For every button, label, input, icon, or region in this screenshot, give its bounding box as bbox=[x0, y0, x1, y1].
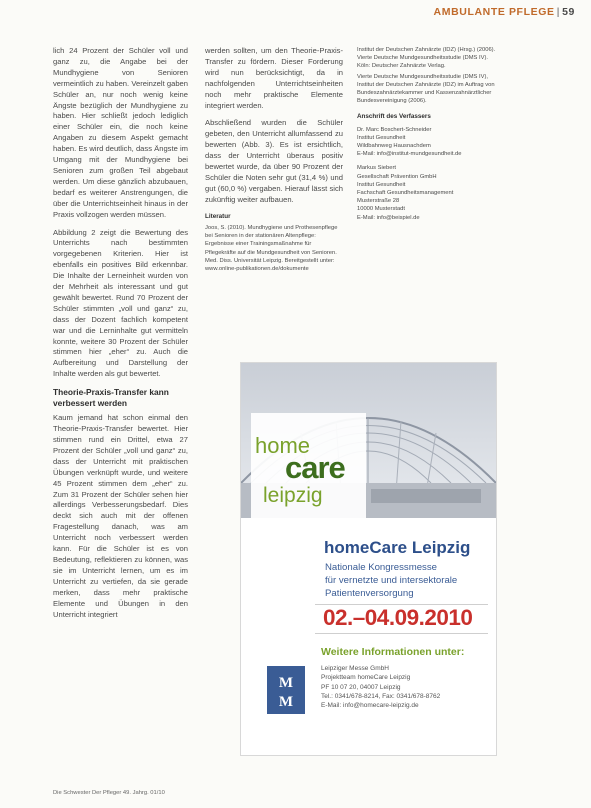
address-line: E-Mail: info@beispiel.de bbox=[357, 214, 420, 221]
homecare-advertisement bbox=[240, 362, 497, 756]
body-paragraph: Abschließend wurden die Schüler gebeten, den Unterricht allumfassend zu bewerten (Abb. 3). Es ist ersichtlich, dass der Unterricht überaus positiv bewertet wurde, da über 90 Prozent der Schüler die Noten sehr gut (31,4 %) und gut (60,0 %) vergaben. Hierauf lässt sich zukünftig weiter aufbauen. bbox=[205, 118, 343, 204]
address-heading: Anschrift des Verfassers bbox=[357, 113, 431, 121]
author-address-2 bbox=[357, 164, 497, 221]
body-paragraph: Kaum jemand hat schon einmal den Theorie-Praxis-Transfer bewertet. Hier stimmen rund ein Drittel, etwa 27 Prozent der Schüler „voll und ganz“ zu, dass der Unterricht mit praktischen Übungen verknüpft wurde, und weitere 45 Prozent stimmen dem „eher“ zu. Zum 31 Prozent der Schüler sehen hier allerdings Verbesserungsbedarf. Dies deckt sich auch mit der offenen Fragestellung danach, was am Unterricht noch verbessert werden kann. Für die Schüler ist es von Bedeutung, reflektieren zu können, was sie im Unterricht lernen, um es im Unterricht zu vertiefen, da sie gerade merken, dass mehr praktische Elemente und Übungen in den Unterricht integriert bbox=[53, 413, 188, 619]
body-paragraph: werden sollten, um den Theorie-Praxis-Transfer zu fördern. Dieser Forderung wird nun berücksichtigt, da in nachfolgenden Unterrichtseinheiten noch mehr praktische Elemente integriert werden. bbox=[205, 46, 343, 110]
leipzig-fair-mm-icon bbox=[267, 666, 305, 714]
literature-box bbox=[205, 213, 343, 273]
more-info-heading: Weitere Informationen unter: bbox=[321, 646, 465, 658]
reference-item: Vierte Deutsche Mundgesundheitsstudie (DMS IV), Institut der Deutschen Zahnärzte (IDZ) im Auftrag von Bundeszahnärztekammer und Kassenzahnärztlicher Bundesvereinigung (2006). bbox=[357, 73, 495, 105]
address-line: Wildbahnweg Hausnachdem bbox=[357, 143, 431, 150]
subtitle-line: Patientenversorgung bbox=[325, 588, 414, 599]
event-subtitle bbox=[325, 561, 457, 600]
address-line: Markus Siebert bbox=[357, 165, 396, 172]
section-subheading: Theorie-Praxis-Transfer kann verbessert werden bbox=[53, 387, 169, 409]
divider bbox=[315, 633, 488, 634]
event-title: homeCare Leipzig bbox=[324, 538, 471, 557]
address-line: 10000 Musterstadt bbox=[357, 206, 406, 213]
logo-leipzig-text: leipzig bbox=[263, 484, 323, 507]
body-paragraph: lich 24 Prozent der Schüler voll und ganz zu, die Angabe bei der Mundhygiene von Senioren vermeintlich zu haben. Vereinzelt gaben Schüler an, nur noch wenig keine Ängste bezüglich der Mundhygiene zu haben. Hier schließt jedoch lediglich einer Schüler ein, die noch keine Angaben zu diesem Aspekt gemacht haben. Es wird deutlich, dass Ängste im Umgang mit der Mundhygiene bei Senioren zum großen Teil abgebaut werden. Um diese gänzlich abzubauen, bedarf es weiterer Anstrengungen, die über die Unterrichtseinheit hinaus in der Praxis vollzogen werden müssen. bbox=[53, 46, 188, 219]
page-footer: Die Schwester Der Pfleger 49. Jahrg. 01/10 bbox=[53, 790, 165, 796]
address-line: Fachschaft Gesundheitsmanagement bbox=[357, 190, 454, 197]
contact-line: E-Mail: info@homecare-leipzig.de bbox=[321, 702, 419, 710]
address-line: E-Mail: info@institut-mundgesundheit.de bbox=[357, 151, 462, 158]
article-column-1 bbox=[53, 46, 188, 627]
literature-heading: Literatur bbox=[205, 212, 231, 220]
contact-block bbox=[321, 664, 440, 710]
address-line: Institut Gesundheit bbox=[357, 181, 406, 188]
contact-line: Leipziger Messe GmbH bbox=[321, 665, 389, 672]
references-column bbox=[357, 46, 497, 222]
contact-line: PF 10 07 20, 04007 Leipzig bbox=[321, 683, 401, 691]
address-line: Dr. Marc Boschert-Schneider bbox=[357, 126, 432, 133]
subtitle-line: Nationale Kongressmesse bbox=[325, 562, 437, 573]
svg-text:M: M bbox=[278, 694, 294, 710]
logo-home-text: home bbox=[255, 433, 311, 458]
address-line: Gesellschaft Prävention GmbH bbox=[357, 173, 437, 180]
header-separator: | bbox=[556, 6, 561, 18]
svg-text:M: M bbox=[278, 675, 294, 691]
address-line: Musterstraße 28 bbox=[357, 198, 400, 205]
section-title: AMBULANTE PFLEGE bbox=[433, 6, 555, 18]
subtitle-line: für vernetzte und intersektorale bbox=[325, 575, 458, 586]
article-column-2 bbox=[205, 46, 343, 273]
reference-item: Institut der Deutschen Zahnärzte (IDZ) (Hrsg.) (2006). Vierte Deutsche Mundgesundheitsstudie (DMS IV). Köln: Deutscher Zahnärzte Verlag. bbox=[357, 47, 496, 70]
literature-text: Joos, S. (2010). Mundhygiene und Prothesenpflege bei Senioren in der stationären Altenpflege: Ergebnisse einer Trainingsmaßnahme für Pflegekräfte auf die Mundgesundheit von Senioren. Med. Diss. Universität Leipzig. Bereitgestellt unter: www.online-publikationen.de/dokumente bbox=[205, 224, 338, 272]
contact-line: Tel.: 0341/678-8214, Fax: 0341/678-8762 bbox=[321, 692, 441, 700]
address-line: Institut Gesundheit bbox=[357, 134, 406, 141]
page-number: 59 bbox=[562, 6, 575, 18]
logo-care-text: care bbox=[285, 450, 345, 485]
contact-line: Projektteam homeCare Leipzig bbox=[321, 674, 411, 682]
page-header bbox=[434, 6, 575, 18]
body-paragraph: Abbildung 2 zeigt die Bewertung des Unterrichts nach bestimmten vorgegebenen Kriterien. Hier ist ebenfalls ein positives Bild erkennbar. Die Inhalte der Lerneinheit wurden von der Mehrheit als interessant und gut gewählt bewertet. Rund 70 Prozent der Schüler stimmten „voll und ganz“ zu, dass der Dozent fachlich kompetent war und die Lerninhalte gut vermitteln konnte, weitere 30 Prozent der Schüler stimmen hier „eher“ zu. Auch die Aufbereitung und Darstellung der Inhalte werden als gut bewertet. bbox=[53, 227, 188, 379]
event-date: 02.–04.09.2010 bbox=[323, 605, 473, 630]
author-address-1 bbox=[357, 126, 497, 159]
